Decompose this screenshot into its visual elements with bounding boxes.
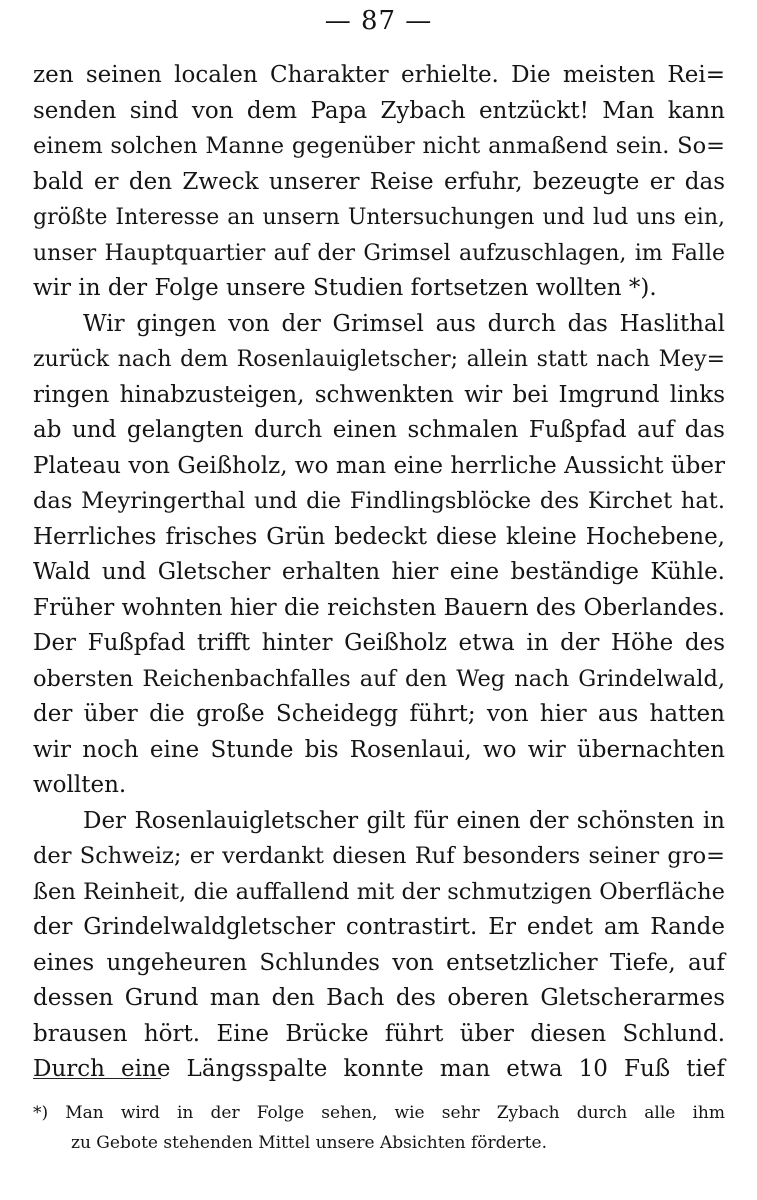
text-line: eines ungeheuren Schlundes von entsetzlicher Tiefe, auf [33, 949, 725, 976]
text-line: unser Hauptquartier auf der Grimsel aufzuschlagen, im Falle [33, 240, 725, 266]
footnote-line: zu Gebote stehenden Mittel unsere Absichten förderte. [71, 1133, 547, 1153]
text-line: dessen Grund man den Bach des oberen Gletscherarmes [33, 985, 725, 1011]
text-line: zen seinen localen Charakter erhielte. Die meisten Rei= [33, 62, 725, 88]
footnote-line: *) Man wird in der Folge sehen, wie sehr Zybach durch alle ihm [33, 1103, 725, 1123]
text-line: der Schweiz; er verdankt diesen Ruf besonders seiner gro= [33, 843, 725, 869]
text-line: Plateau von Geißholz, wo man eine herrliche Aussicht über [33, 452, 725, 479]
text-line: Wir gingen von der Grimsel aus durch das Haslithal [83, 310, 725, 337]
text-line: zurück nach dem Rosenlauigletscher; allein statt nach Mey= [33, 347, 725, 372]
text-line: ringen hinabzusteigen, schwenkten wir bei Imgrund links [33, 381, 725, 408]
text-line: das Meyringerthal und die Findlingsblöcke des Kirchet hat. [33, 488, 725, 514]
text-line: Der Fußpfad trifft hinter Geißholz etwa in der Höhe des [33, 630, 725, 656]
text-line: ßen Reinheit, die auffallend mit der schmutzigen Oberfläche [33, 878, 725, 905]
footnote [33, 1098, 725, 1158]
text-line: ab und gelangten durch einen schmalen Fußpfad auf das [33, 417, 725, 443]
text-line: brausen hört. Eine Brücke führt über diesen Schlund. [33, 1020, 725, 1047]
footnote-divider [33, 1078, 161, 1079]
text-line: der Grindelwaldgletscher contrastirt. Er endet am Rande [33, 914, 725, 940]
text-line: Wald und Gletscher erhalten hier eine beständige Kühle. [33, 559, 725, 585]
text-line: Herrliches frisches Grün bedeckt diese kleine Hochebene, [33, 523, 725, 550]
text-line: größte Interesse an unsern Untersuchungen und lud uns ein, [33, 205, 725, 230]
text-line: wir in der Folge unsere Studien fortsetzen wollten *). [33, 275, 657, 301]
body-text [33, 58, 725, 1088]
text-line: wir noch eine Stunde bis Rosenlaui, wo wir übernachten [33, 736, 725, 763]
text-line: wollten. [33, 772, 127, 798]
text-line: Früher wohnten hier die reichsten Bauern des Oberlandes. [33, 594, 725, 621]
text-line: der über die große Scheidegg führt; von hier aus hatten [33, 701, 725, 727]
page-number: — 87 — [324, 6, 433, 36]
text-line: senden sind von dem Papa Zybach entzückt! Man kann [33, 97, 725, 124]
text-line: bald er den Zweck unserer Reise erfuhr, bezeugte er das [33, 168, 725, 195]
text-line: Durch eine Längsspalte konnte man etwa 10 Fuß tief [33, 1056, 725, 1082]
text-line: einem solchen Manne gegenüber nicht anmaßend sein. So= [33, 133, 725, 159]
text-line: obersten Reichenbachfalles auf den Weg nach Grindelwald, [33, 665, 725, 692]
text-line: Der Rosenlauigletscher gilt für einen der schönsten in [83, 807, 725, 834]
